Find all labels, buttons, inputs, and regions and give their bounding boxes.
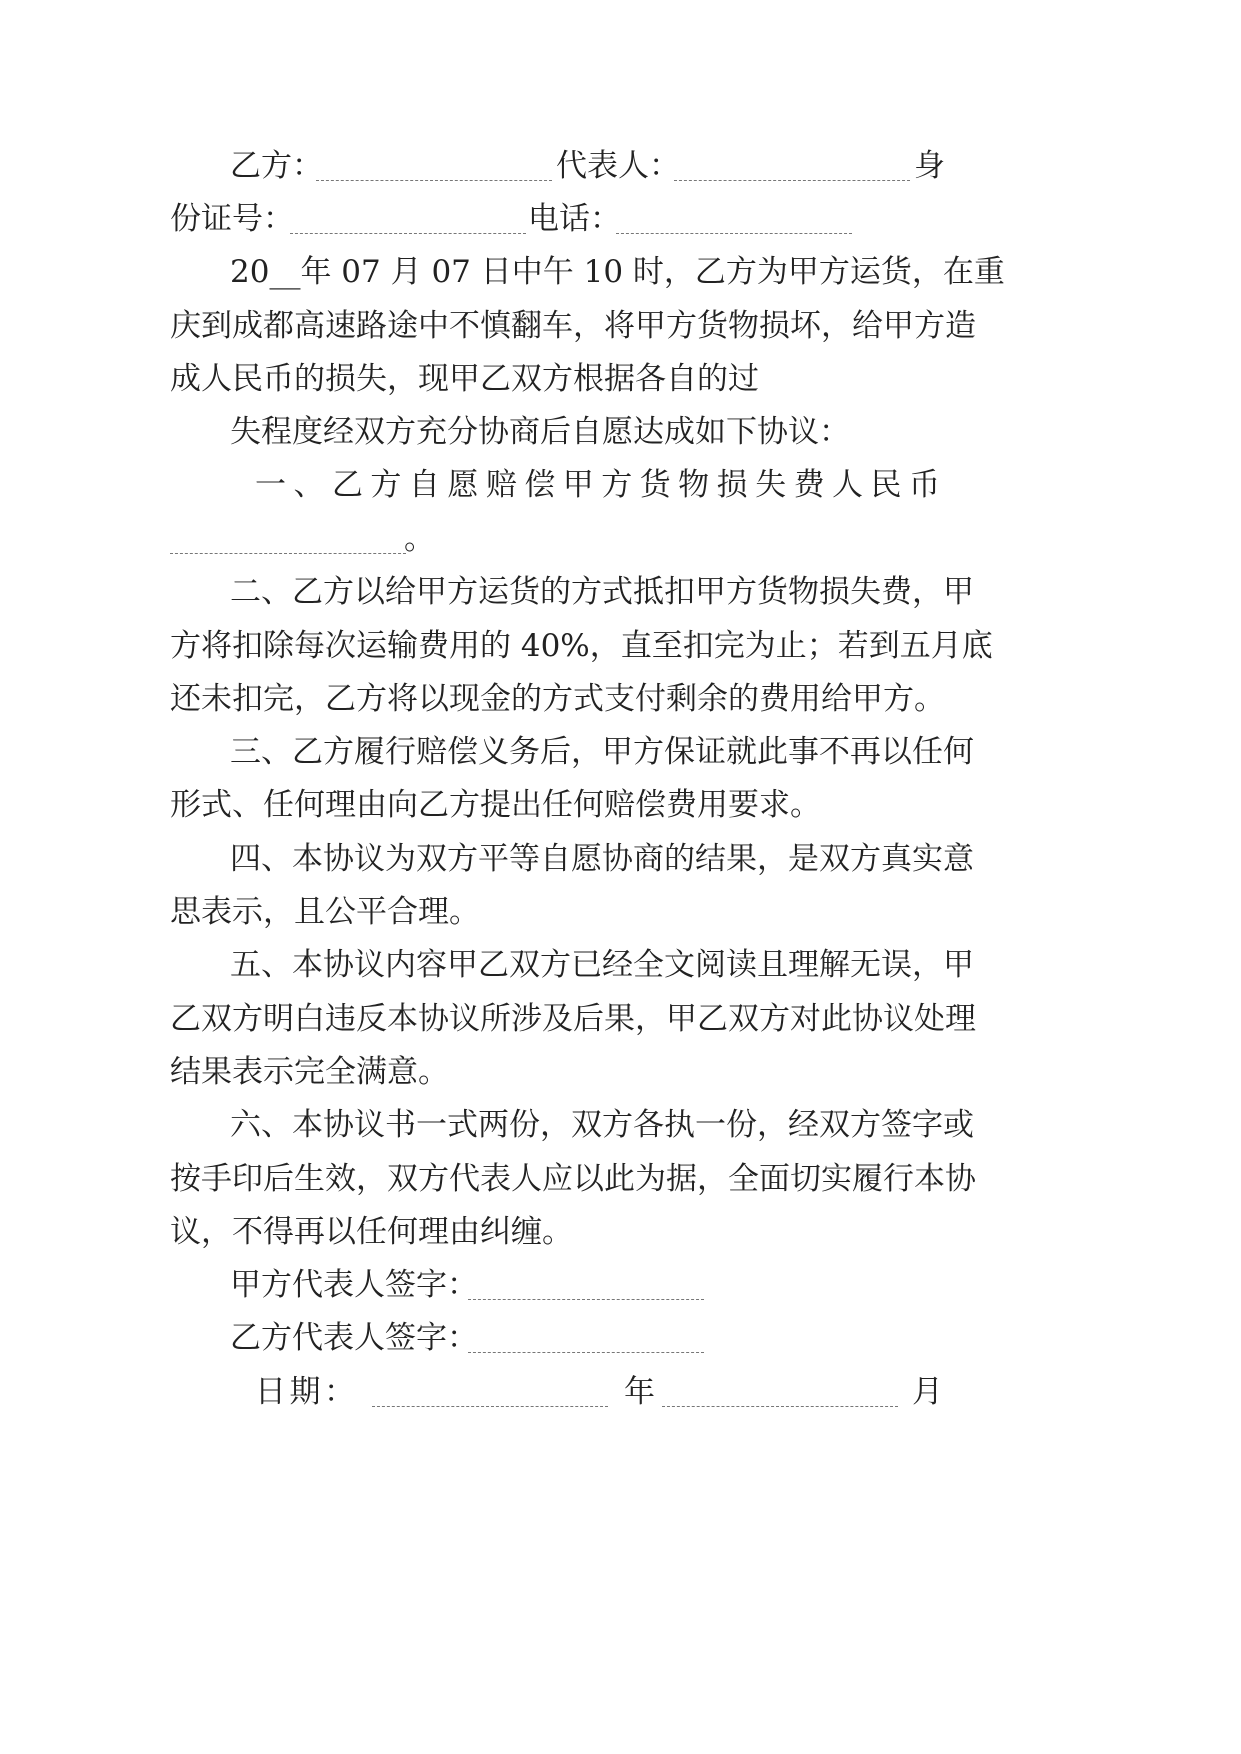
intro-text-4: 失程度经双方充分协商后自愿达成如下协议： [230,414,850,450]
party-b-signature-label: 乙方代表人签字： [230,1320,478,1356]
clause-5-text-3: 结果表示完全满意。 [170,1054,449,1090]
intro-line-4 [0,402,1241,462]
clause-5-text-2: 乙双方明白违反本协议所涉及后果，甲乙双方对此协议处理 [170,1001,976,1037]
date-month-blank [662,1406,898,1407]
date-month-label: 月 [912,1374,943,1410]
clause-6-line-2 [0,1149,1241,1209]
clause-6-text-3: 议，不得再以任何理由纠缠。 [170,1214,573,1250]
party-a-signature-blank [468,1299,704,1300]
compensation-amount-blank [170,553,406,554]
clause-2-text-2: 方将扣除每次运输费用的 40%，直至扣完为止；若到五月底 [170,628,993,664]
clause-6-text-2: 按手印后生效，双方代表人应以此为据，全面切实履行本协 [170,1161,976,1197]
clause-2-text-3: 还未扣完，乙方将以现金的方式支付剩余的费用给甲方。 [170,681,945,717]
id-phone-line [0,189,1241,249]
clause-5-line-3 [0,1042,1241,1102]
intro-line-3 [0,349,1241,409]
party-b-label: 乙方： [230,148,323,184]
party-a-signature-line [0,1255,1241,1315]
id-number-blank [290,233,526,234]
intro-text-1: 20__年 07 月 07 日中午 10 时，乙方为甲方运货，在重 [230,254,1005,290]
clause-3-text-1: 三、乙方履行赔偿义务后，甲方保证就此事不再以任何 [230,734,974,770]
intro-text-2: 庆到成都高速路途中不慎翻车，将甲方货物损坏，给甲方造 [170,308,976,344]
clause-6-line-1 [0,1095,1241,1155]
id-number-label: 份证号： [170,201,294,237]
clause-6-text-1: 六、本协议书一式两份，双方各执一份，经双方签字或 [230,1107,974,1143]
party-b-signature-blank [468,1352,704,1353]
clause-5-text-1: 五、本协议内容甲乙双方已经全文阅读且理解无误，甲 [230,947,974,983]
clause-1-line-2 [0,509,1241,569]
party-b-signature-line [0,1308,1241,1368]
date-year-label: 年 [624,1374,655,1410]
clause-5-line-1 [0,935,1241,995]
date-year-blank [372,1406,608,1407]
clause-4-text-2: 思表示，且公平合理。 [170,894,480,930]
clause-3-line-1 [0,722,1241,782]
clause-4-line-2 [0,882,1241,942]
phone-blank [616,233,852,234]
party-a-signature-label: 甲方代表人签字： [230,1267,478,1303]
clause-1-line-1 [0,455,1241,515]
party-b-rep-label: 代表人： [556,148,680,184]
clause-4-text-1: 四、本协议为双方平等自愿协商的结果，是双方真实意 [230,841,974,877]
clause-5-line-2 [0,989,1241,1049]
clause-1-end: 。 [404,521,435,557]
party-b-name-blank [316,180,552,181]
clause-1-text: 一、乙方自愿赔偿甲方货物损失费人民币 [255,467,940,503]
clause-2-line-2 [0,616,1241,676]
date-label: 日期： [255,1374,355,1410]
clause-2-line-3 [0,669,1241,729]
party-b-line-tail: 身 [914,148,945,184]
intro-line-1 [0,242,1241,302]
intro-line-2 [0,296,1241,356]
clause-4-line-1 [0,829,1241,889]
clause-2-line-1 [0,562,1241,622]
party-b-rep-blank [674,180,910,181]
clause-3-line-2 [0,775,1241,835]
clause-6-line-3 [0,1202,1241,1262]
intro-text-3: 成人民币的损失，现甲乙双方根据各自的过 [170,361,759,397]
party-b-line [0,136,1241,196]
clause-2-text-1: 二、乙方以给甲方运货的方式抵扣甲方货物损失费，甲 [230,574,974,610]
date-line [0,1362,1241,1422]
phone-label: 电话： [528,201,621,237]
clause-3-text-2: 形式、任何理由向乙方提出任何赔偿费用要求。 [170,787,821,823]
